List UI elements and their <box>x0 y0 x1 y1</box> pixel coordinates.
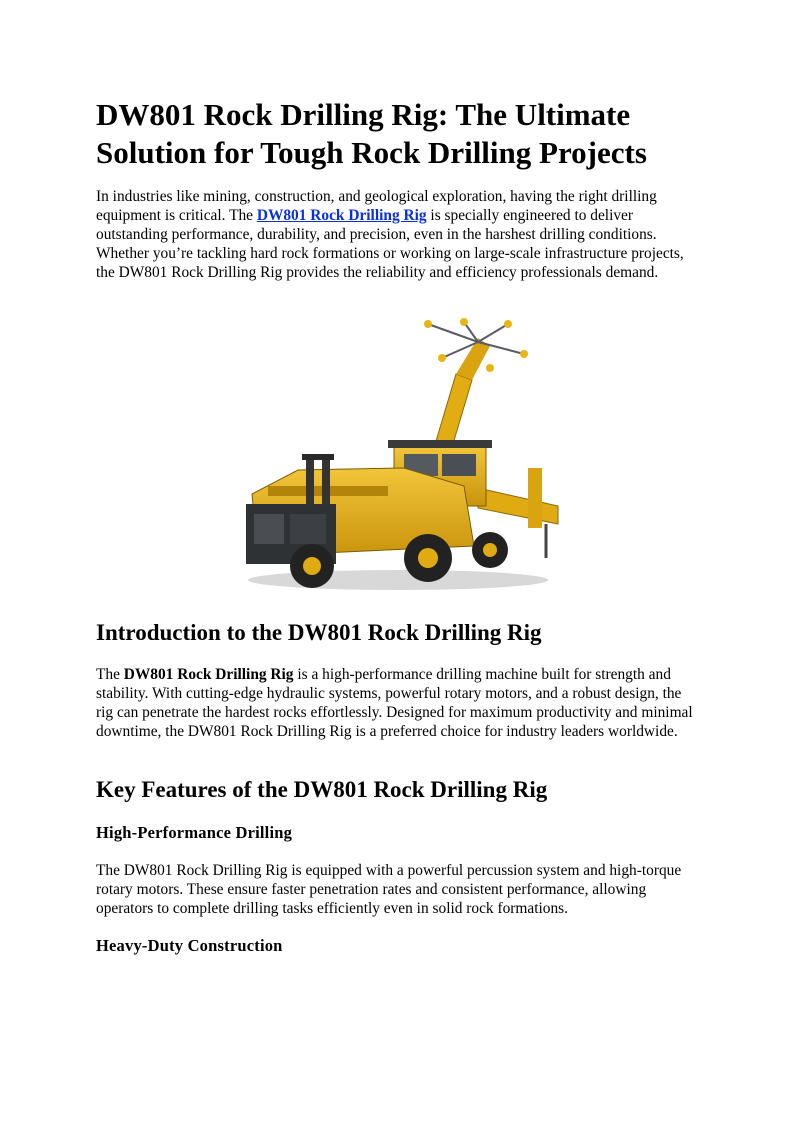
subheading-heavy-duty: Heavy-Duty Construction <box>96 936 283 955</box>
section-heading-key-features: Key Features of the DW801 Rock Drilling Rig <box>96 777 548 802</box>
intro-text-before: In industries like mining, construction, and geological exploration, having the right drilling equipment is critical. The <box>96 188 657 224</box>
rig-illustration <box>228 318 572 598</box>
high-performance-paragraph: The DW801 Rock Drilling Rig is equipped with a powerful percussion system and high-torque rotary motors. These ensure faster penetration rates and consistent performance, allowing operators to complete drilling tasks efficiently even in solid rock formations. <box>96 862 682 917</box>
section-heading-introduction: Introduction to the DW801 Rock Drilling Rig <box>96 620 542 645</box>
product-link[interactable]: DW801 Rock Drilling Rig <box>256 207 427 224</box>
introduction-paragraph <box>96 665 696 741</box>
intro-paragraph <box>96 187 696 282</box>
subheading-high-performance: High-Performance Drilling <box>96 823 293 842</box>
intro-bold-product: DW801 Rock Drilling Rig <box>123 666 294 683</box>
intro-text-after: is specially engineered to deliver outstanding performance, durability, and precision, even in the harshest drilling conditions. Whether you’re tackling hard rock formations or working on large-scale infrastructure projects, the DW801 Rock Drilling Rig provides the reliability and efficiency professionals demand. <box>96 207 684 281</box>
intro-lead: The <box>96 666 124 683</box>
rig-photo <box>228 318 572 598</box>
page-title: DW801 Rock Drilling Rig: The Ultimate Solution for Tough Rock Drilling Projects <box>96 97 647 170</box>
intro-rest: is a high-performance drilling machine built for strength and stability. With cutting-edge hydraulic systems, powerful rotary motors, and a robust design, the rig can penetrate the hardest rocks effortlessly. Designed for maximum productivity and minimal downtime, the DW801 Rock Drilling Rig is a preferred choice for industry leaders worldwide. <box>96 666 693 740</box>
